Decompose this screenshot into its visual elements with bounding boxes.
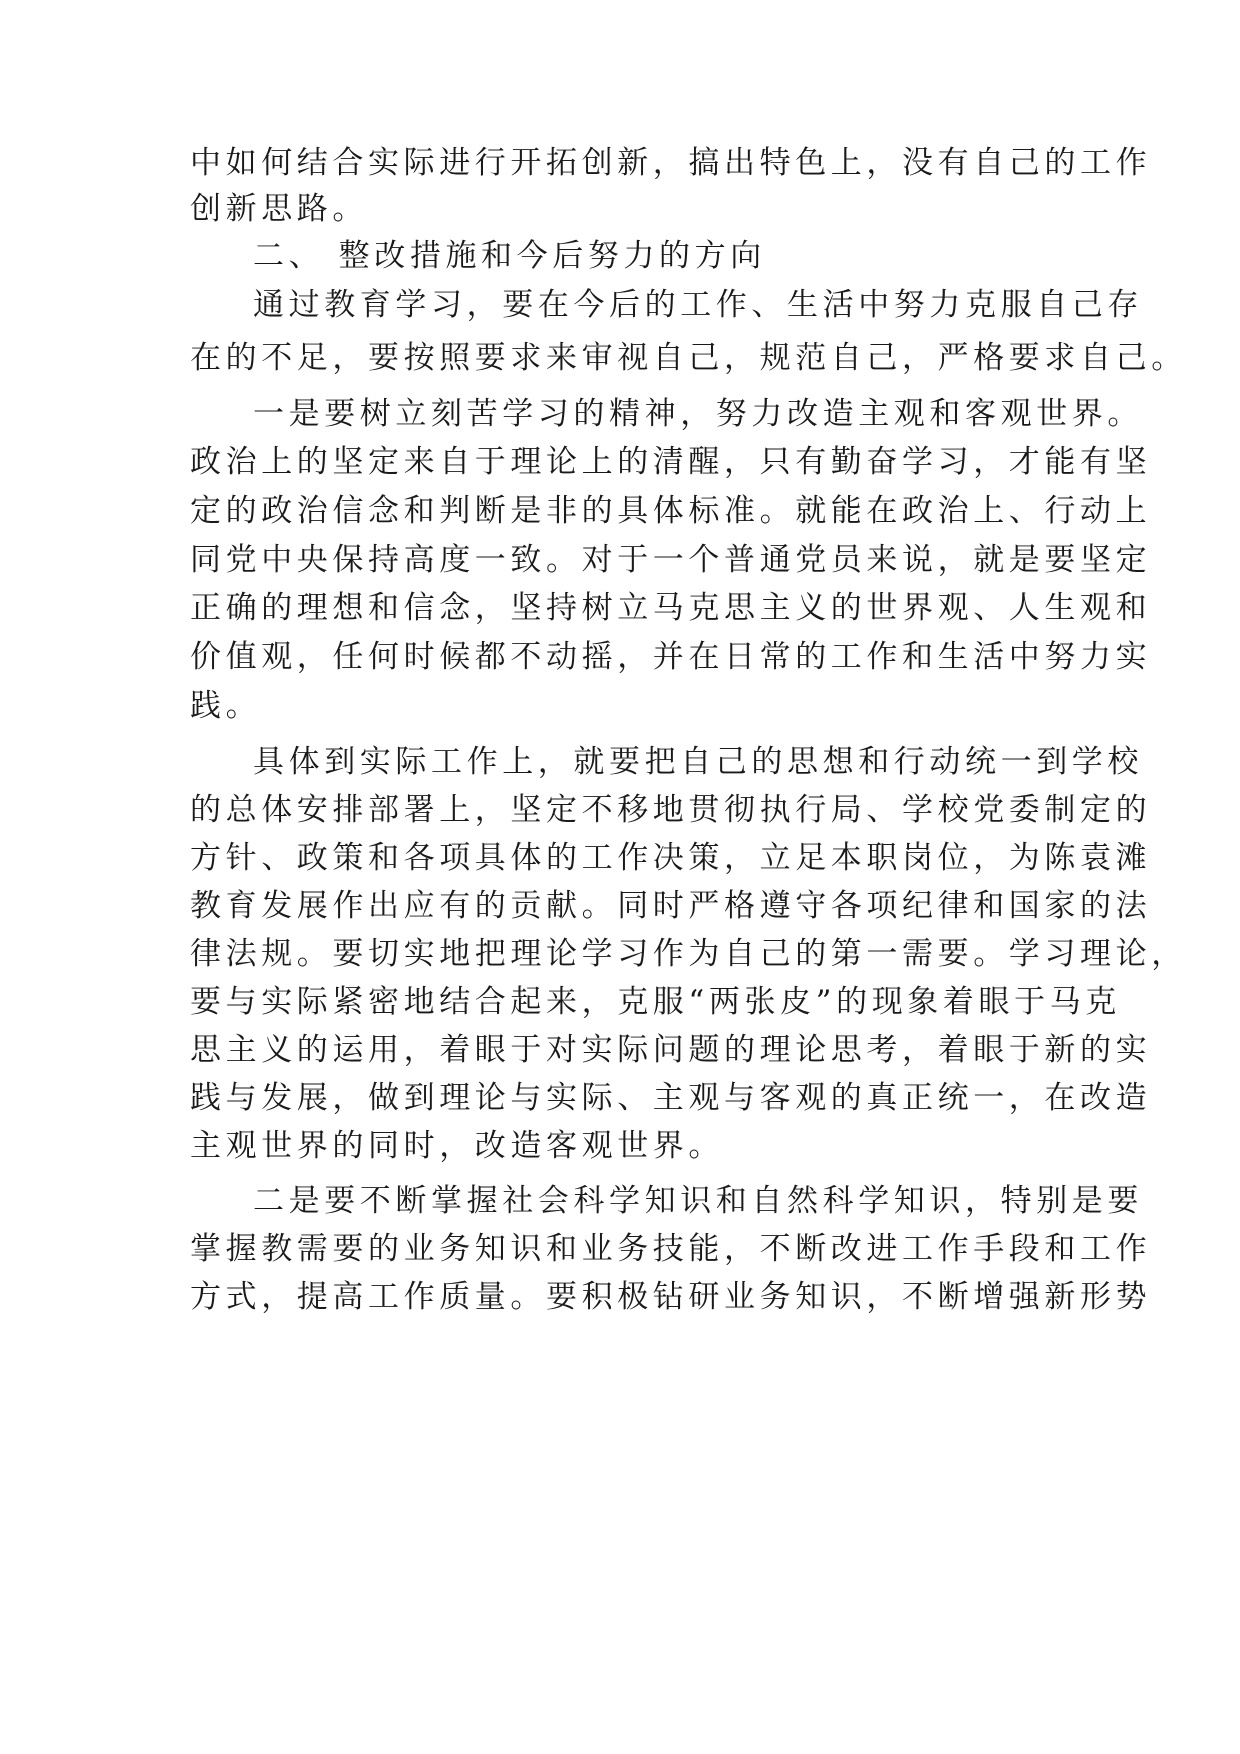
text-line: 定的政治信念和判断是非的具体标准。就能在政治上、行动上 xyxy=(190,493,1152,529)
text-line: 的总体安排部署上，坚定不移地贯彻执行局、学校党委制定的 xyxy=(190,792,1152,828)
text-line: 思主义的运用，着眼于对实际问题的理论思考，着眼于新的实 xyxy=(190,1032,1152,1068)
text-line: 教育发展作出应有的贡献。同时严格遵守各项纪律和国家的法 xyxy=(190,888,1152,924)
text-line: 掌握教需要的业务知识和业务技能，不断改进工作手段和工作 xyxy=(190,1231,1152,1267)
text-line: 方针、政策和各项具体的工作决策，立足本职岗位，为陈袁滩 xyxy=(190,840,1152,876)
text-line: 创新思路。 xyxy=(190,191,368,227)
text-line: 律法规。要切实地把理论学习作为自己的第一需要。学习理论， xyxy=(190,936,1187,972)
text-line: 践与发展，做到理论与实际、主观与客观的真正统一，在改造 xyxy=(190,1080,1152,1116)
text-line: 同党中央保持高度一致。对于一个普通党员来说，就是要坚定 xyxy=(190,542,1152,578)
text-line: 方式，提高工作质量。要积极钻研业务知识，不断增强新形势 xyxy=(190,1279,1152,1315)
text-line: 主观世界的同时，改造客观世界。 xyxy=(190,1128,724,1164)
text-line: 一是要树立刻苦学习的精神，努力改造主观和客观世界。 xyxy=(253,396,1143,432)
text-line: 在的不足，要按照要求来审视自己，规范自己，严格要求自己。 xyxy=(190,340,1187,376)
section-heading: 二、 整改措施和今后努力的方向 xyxy=(253,238,766,274)
text-line: 通过教育学习，要在今后的工作、生活中努力克服自己存 xyxy=(253,287,1143,323)
text-line: 价值观，任何时候都不动摇，并在日常的工作和生活中努力实 xyxy=(190,639,1152,675)
text-line: 中如何结合实际进行开拓创新，搞出特色上，没有自己的工作 xyxy=(190,145,1152,181)
text-line: 要与实际紧密地结合起来，克服“两张皮”的现象着眼于马克 xyxy=(190,984,1121,1020)
text-line: 政治上的坚定来自于理论上的清醒，只有勤奋学习，才能有坚 xyxy=(190,444,1152,480)
text-line: 具体到实际工作上，就要把自己的思想和行动统一到学校 xyxy=(253,744,1143,780)
text-line: 践。 xyxy=(190,688,262,724)
text-line: 二是要不断掌握社会科学知识和自然科学知识，特别是要 xyxy=(253,1183,1143,1219)
text-line: 正确的理想和信念，坚持树立马克思主义的世界观、人生观和 xyxy=(190,590,1152,626)
